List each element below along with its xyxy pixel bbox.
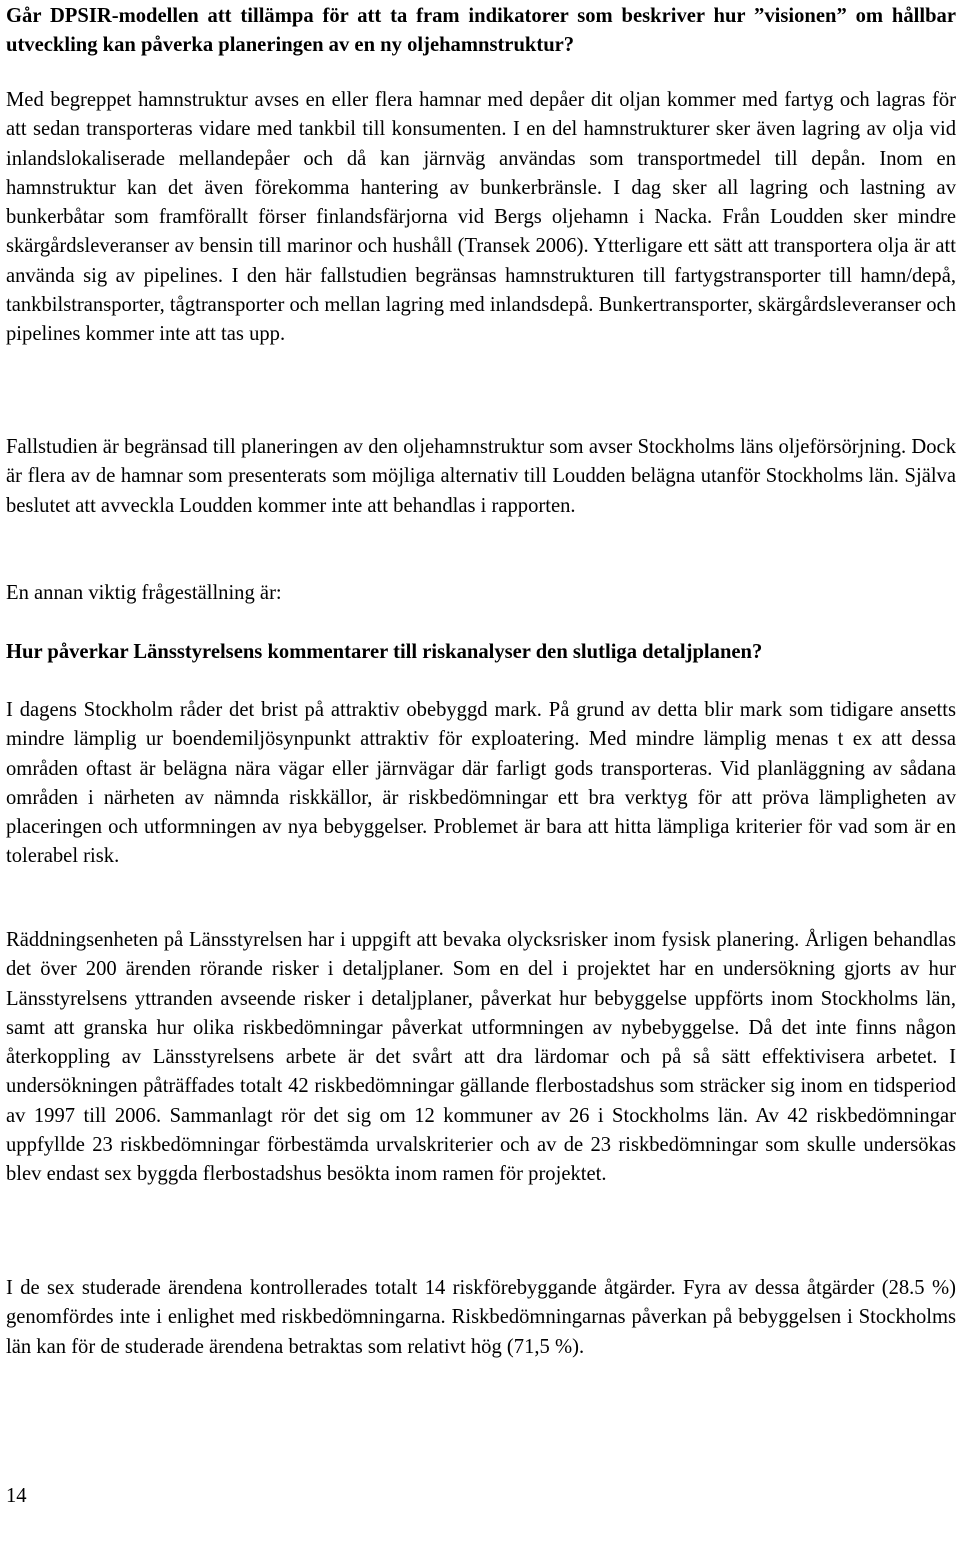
paragraph-stockholm-mark: I dagens Stockholm råder det brist på attraktiv obebyggd mark. På grund av detta blir mark som tidigare ansetts mindre lämplig ur boendemiljösynpunkt attraktiv för exploatering. Med mindre lämplig menas t ex att dessa områden oftast är belägna nära vägar eller järnvägar där farligt gods transporteras. Vid planläggning av sådana områden i närheten av nämnda riskkällor, är riskbedömningar ett bra verktyg för att pröva lämpligheten av placeringen och utformningen av nya bebyggelser. Problemet är bara att hitta lämpliga kriterier för vad som är en tolerabel risk. <box>6 699 956 868</box>
page-number: 14 <box>6 1485 27 1507</box>
paragraph-fallstudie: Fallstudien är begränsad till planeringen av den oljehamnstruktur som avser Stockholms läns oljeförsörjning. Dock är flera av de hamnar som presenterats som möjliga alternativ till Loudden belägna utanför Stockholms län. Själva beslutet att avveckla Loudden kommer inte att behandlas i rapporten. <box>6 436 956 517</box>
paragraph-fragestallning: En annan viktig frågeställning är: <box>6 582 282 604</box>
paragraph-resultat: I de sex studerade ärendena kontrollerades totalt 14 riskförebyggande åtgärder. Fyra av dessa åtgärder (28.5 %) genomfördes inte i enlighet med riskbedömningarna. Riskbedömningarnas påverkan på bebyggelsen i Stockholms län kan för de studerade ärendena betraktas som relativt hög (71,5 %). <box>6 1277 956 1358</box>
research-question: Hur påverkar Länsstyrelsens kommentarer till riskanalyser den slutliga detaljplanen? <box>6 641 763 663</box>
paragraph-raddningsenheten: Räddningsenheten på Länsstyrelsen har i uppgift att bevaka olycksrisker inom fysisk planering. Årligen behandlas det över 200 ärenden rörande risker i detaljplaner. Som en del i projektet har en undersökning gjorts av hur Länsstyrelsens yttranden avseende risker i detaljplaner, påverkat hur bebyggelse uppförts inom Stockholms län, samt att granska hur olika riskbedömningar påverkat utformningen av nybebyggelse. Då det inte finns någon återkoppling av Länsstyrelsens arbete är det svårt att dra lärdomar och på så sätt effektivisera arbetet. I undersökningen påträffades totalt 42 riskbedömningar gällande flerbostadshus som sträcker sig inom en tidsperiod av 1997 till 2006. Sammanlagt rör det sig om 12 kommuner av 26 i Stockholms län. Av 42 riskbedömningar uppfyllde 23 riskbedömningar förbestämda urvalskriterier och av de 23 riskbedömningar som skulle undersökas blev endast sex byggda flerbostadshus besökta inom ramen för projektet. <box>6 929 956 1186</box>
paragraph-hamnstruktur: Med begreppet hamnstruktur avses en eller flera hamnar med depåer dit oljan kommer med fartyg och lagras för att sedan transporteras vidare med tankbil till konsumenten. I en del hamnstrukturer sker även lagring av olja vid inlandslokaliserade mellandepåer och då kan järnväg användas som transportmedel till depån. Inom en hamnstruktur kan det även förekomma hantering av bunkerbränsle. I dag sker all lagring och lastning av bunkerbåtar som framförallt förser finlandsfärjorna vid Bergs oljehamn i Nacka. Från Loudden sker mindre skärgårdsleveranser av bensin till marinor och hushåll (Transek 2006). Ytterligare ett sätt att transportera olja är att använda sig av pipelines. I den här fallstudien begränsas hamnstrukturen till fartygstransporter till hamn/depå, tankbilstransporter, tågtransporter och mellan lagring med inlandsdepå. Bunkertransporter, skärgårdsleveranser och pipelines kommer inte att tas upp. <box>6 89 956 346</box>
section-heading: Går DPSIR-modellen att tillämpa för att ta fram indikatorer som beskriver hur ”visionen” om hållbar utveckling kan påverka planeringen av en ny oljehamnstruktur? <box>6 5 956 57</box>
